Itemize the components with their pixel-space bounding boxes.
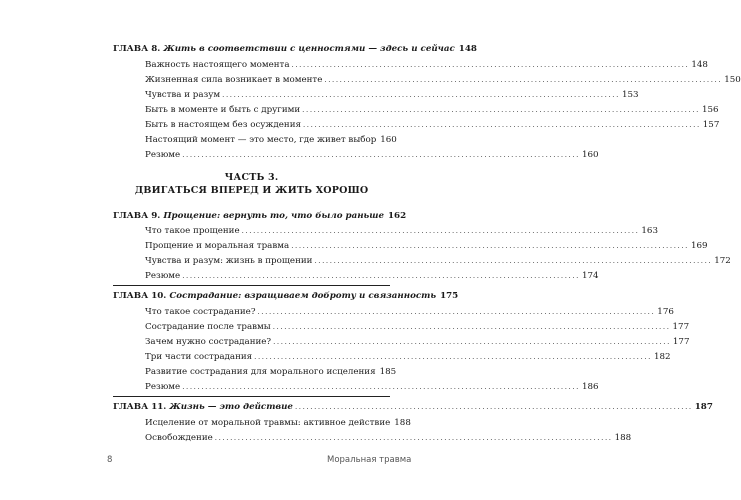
toc-chapter-9 <box>113 211 407 222</box>
toc-item <box>145 60 708 71</box>
item-page: 157 <box>702 120 720 130</box>
toc-item <box>145 418 411 429</box>
item-title: Что такое прощение <box>145 226 240 236</box>
toc-item <box>145 120 720 131</box>
item-title: Сострадание после травмы <box>145 322 271 332</box>
toc-item <box>145 226 658 237</box>
item-page: 177 <box>672 322 690 332</box>
chapter-label: ГЛАВА 11. <box>113 402 167 412</box>
chapter-title: Жить в соответствии с ценностями — здесь и сейчас <box>163 44 455 54</box>
footer-page-number: 8 <box>107 455 113 465</box>
toc-item <box>145 367 397 378</box>
leader-dots: ........................................................................................................ <box>214 434 613 442</box>
leader-dots: ........................................................................................................ <box>182 383 580 391</box>
item-page: 188 <box>394 418 411 428</box>
toc-chapter-11 <box>113 402 713 413</box>
item-title: Настоящий момент — это место, где живет выбор <box>145 135 377 145</box>
item-title: Резюме <box>145 382 181 392</box>
item-title: Жизненная сила возникает в моменте <box>145 75 323 85</box>
toc-chapter-10 <box>113 291 459 302</box>
item-page: 153 <box>621 90 639 100</box>
item-page: 186 <box>582 382 599 392</box>
toc-item <box>145 75 741 86</box>
toc-item <box>145 352 671 363</box>
section-divider <box>113 396 390 397</box>
item-page: 156 <box>701 105 719 115</box>
chapter-label: ГЛАВА 8. <box>113 44 161 54</box>
toc-item <box>145 135 397 146</box>
toc-item <box>145 307 674 318</box>
toc-chapter-8 <box>113 44 477 55</box>
item-page: 176 <box>657 307 674 317</box>
toc-item <box>145 90 639 101</box>
leader-dots: ........................................................................................................ <box>222 91 620 99</box>
chapter-page: 148 <box>458 44 477 54</box>
leader-dots: ........................................................................................................ <box>182 272 580 280</box>
item-page: 169 <box>691 241 708 251</box>
leader-dots: ........................................................................................................ <box>273 338 671 346</box>
item-title: Прощение и моральная травма <box>145 241 290 251</box>
item-page: 174 <box>582 271 599 281</box>
chapter-page: 175 <box>440 291 459 301</box>
item-title: Исцеление от моральной травмы: активное действие <box>145 418 391 428</box>
toc-item <box>145 382 599 393</box>
leader-dots: ........................................................................................................ <box>314 257 713 265</box>
toc-item <box>145 150 599 161</box>
leader-dots: ........................................................................................................ <box>294 403 693 411</box>
item-title: Быть в моменте и быть с другими <box>145 105 301 115</box>
part-heading: ЧАСТЬ 3. <box>224 172 279 183</box>
item-title: Зачем нужно сострадание? <box>145 337 272 347</box>
item-title: Резюме <box>145 150 181 160</box>
leader-dots: ........................................................................................................ <box>241 227 640 235</box>
leader-dots: ........................................................................................................ <box>302 121 701 129</box>
item-page: 163 <box>641 226 658 236</box>
leader-dots: ........................................................................................................ <box>291 242 689 250</box>
toc-item <box>145 322 690 333</box>
leader-dots: ........................................................................................................ <box>182 151 580 159</box>
item-title: Чувства и разум: жизнь в прощении <box>145 256 313 266</box>
item-page: 160 <box>380 135 397 145</box>
toc-item <box>145 256 731 267</box>
leader-dots: ........................................................................................................ <box>257 308 656 316</box>
toc-item <box>145 241 708 252</box>
toc-item <box>145 337 690 348</box>
item-title: Три части сострадания <box>145 352 253 362</box>
item-title: Что такое сострадание? <box>145 307 256 317</box>
chapter-page: 187 <box>694 402 713 412</box>
item-page: 182 <box>653 352 671 362</box>
leader-dots: ........................................................................................................ <box>291 61 690 69</box>
leader-dots: ........................................................................................................ <box>302 106 700 114</box>
item-page: 177 <box>672 337 690 347</box>
item-page: 150 <box>724 75 741 85</box>
item-page: 160 <box>582 150 599 160</box>
chapter-label: ГЛАВА 10. <box>113 291 167 301</box>
part-title: ДВИГАТЬСЯ ВПЕРЕД И ЖИТЬ ХОРОШО <box>134 185 369 196</box>
leader-dots: ........................................................................................................ <box>272 323 671 331</box>
item-title: Быть в настоящем без осуждения <box>145 120 301 130</box>
chapter-label: ГЛАВА 9. <box>113 211 161 221</box>
chapter-title: Жизнь — это действие <box>169 402 293 412</box>
chapter-title: Прощение: вернуть то, что было раньше <box>163 211 384 221</box>
toc-item <box>145 271 599 282</box>
item-page: 172 <box>714 256 731 266</box>
toc-item <box>145 105 719 116</box>
leader-dots: ........................................................................................................ <box>254 353 652 361</box>
footer-running-title: Моральная травма <box>327 455 412 465</box>
item-page: 148 <box>691 60 708 70</box>
item-page: 185 <box>379 367 397 377</box>
item-title: Чувства и разум <box>145 90 221 100</box>
item-title: Резюме <box>145 271 181 281</box>
chapter-title: Сострадание: взращиваем доброту и связанность <box>169 291 437 301</box>
chapter-page: 162 <box>388 211 407 221</box>
toc-item <box>145 433 632 444</box>
item-title: Освобождение <box>145 433 213 443</box>
section-divider <box>113 285 390 286</box>
item-page: 188 <box>614 433 632 443</box>
leader-dots: ........................................................................................................ <box>324 76 723 84</box>
item-title: Развитие сострадания для морального исцеления <box>145 367 376 377</box>
item-title: Важность настоящего момента <box>145 60 290 70</box>
